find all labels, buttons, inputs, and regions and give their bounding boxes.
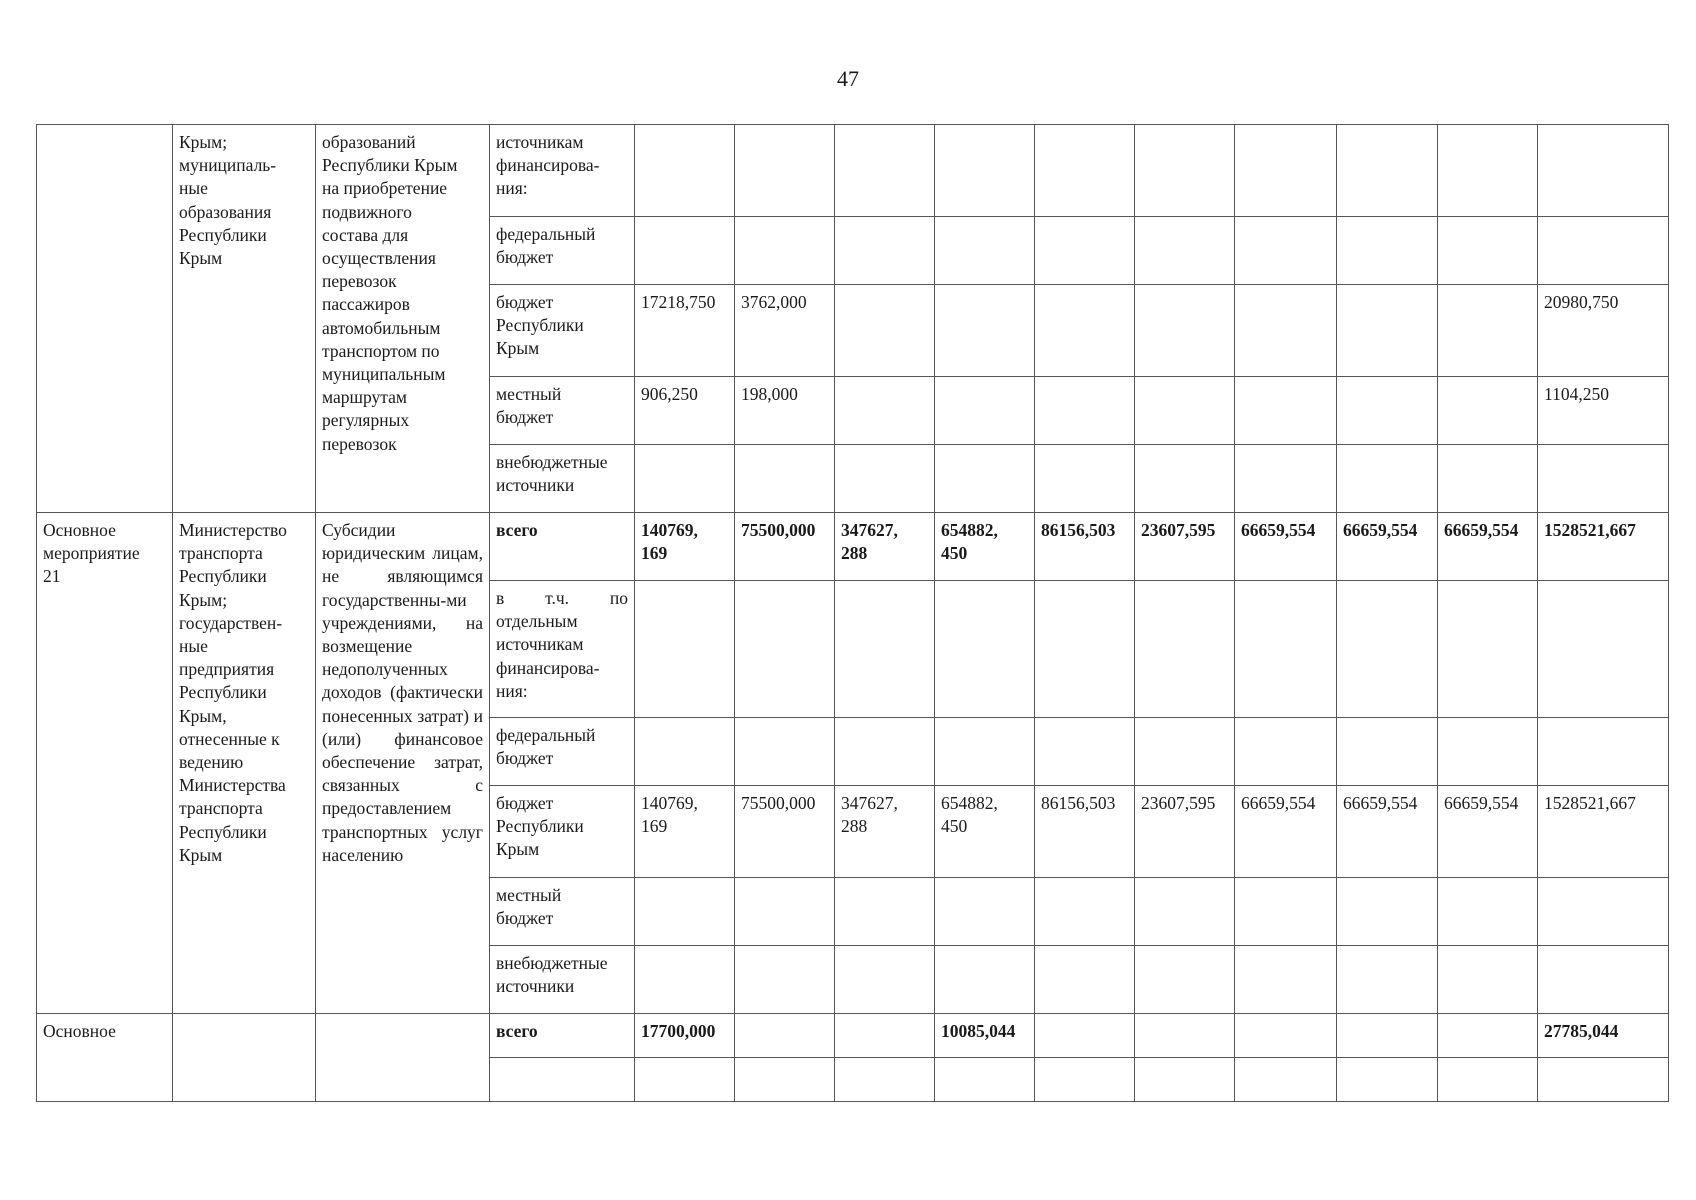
value-text: 906,250 [641, 384, 698, 404]
value-cell [735, 786, 835, 878]
value-cell [935, 125, 1035, 217]
total-cell [1538, 878, 1669, 946]
value-cell [1438, 581, 1538, 718]
value-cell [1235, 878, 1337, 946]
funding-source-cell [490, 1014, 635, 1058]
value-cell [1337, 217, 1438, 285]
value-cell [1135, 217, 1235, 285]
value-cell [1035, 878, 1135, 946]
value-cell [1235, 581, 1337, 718]
funding-source: в т.ч. по отдельным источникам финансирова-ния: [496, 588, 628, 701]
value-cell [1438, 1014, 1538, 1058]
value-cell [1337, 513, 1438, 581]
value-cell [935, 878, 1035, 946]
value-cell [1438, 125, 1538, 217]
value-cell [735, 946, 835, 1014]
value-cell [1438, 377, 1538, 445]
value-cell [635, 878, 735, 946]
value-cell [935, 217, 1035, 285]
value-text: 86156,503 [1041, 793, 1116, 813]
executor-cell [173, 125, 316, 513]
value-cell [1337, 285, 1438, 377]
value-cell [1438, 1058, 1538, 1102]
total-cell [1538, 513, 1669, 581]
value-cell [1438, 718, 1538, 786]
value-cell [635, 786, 735, 878]
total-text: 20980,750 [1544, 292, 1619, 312]
value-cell [835, 581, 935, 718]
funding-source: местный бюджет [496, 384, 562, 428]
value-text: 66659,554 [1343, 793, 1418, 813]
value-cell [935, 718, 1035, 786]
value-cell [735, 718, 835, 786]
funding-source-cell [490, 878, 635, 946]
total-cell [1538, 285, 1669, 377]
value-cell [1235, 285, 1337, 377]
executor-cell [173, 1014, 316, 1102]
total-text: 27785,044 [1544, 1021, 1619, 1041]
value-text: 66659,554 [1444, 793, 1519, 813]
value-cell [1337, 946, 1438, 1014]
value-cell [1135, 513, 1235, 581]
value-cell [1135, 718, 1235, 786]
measure-cell [37, 125, 173, 513]
measure-cell [37, 513, 173, 1014]
value-cell [1438, 946, 1538, 1014]
value-cell [835, 513, 935, 581]
value-cell [1337, 125, 1438, 217]
value-cell [1135, 581, 1235, 718]
value-text: 3762,000 [741, 292, 807, 312]
value-cell [1135, 1058, 1235, 1102]
cell-text: Министерство транспорта Республики Крым; государствен- ные предприятия Республики Крым, отнесенные к ведению Министерства транспорта Республики Крым [179, 520, 287, 865]
table-row [37, 125, 1669, 217]
value-cell [635, 285, 735, 377]
funding-source-cell [490, 946, 635, 1014]
total-cell [1538, 946, 1669, 1014]
funding-source-cell [490, 445, 635, 513]
funding-source: внебюджетные источники [496, 452, 608, 496]
value-text: 23607,595 [1141, 793, 1216, 813]
total-cell [1538, 377, 1669, 445]
value-text: 140769, 169 [641, 520, 698, 564]
value-cell [1035, 786, 1135, 878]
value-cell [1337, 445, 1438, 513]
funding-source: бюджет Республики Крым [496, 793, 584, 860]
value-cell [735, 1014, 835, 1058]
value-cell [1135, 285, 1235, 377]
value-cell [835, 125, 935, 217]
value-text: 66659,554 [1343, 520, 1418, 540]
value-cell [835, 217, 935, 285]
value-cell [1337, 878, 1438, 946]
cell-text: Основное [43, 1021, 116, 1041]
value-cell [935, 377, 1035, 445]
value-cell [635, 1014, 735, 1058]
value-cell [1337, 786, 1438, 878]
value-cell [1235, 946, 1337, 1014]
value-cell [835, 1014, 935, 1058]
value-text: 140769, 169 [641, 793, 698, 837]
value-cell [1337, 1014, 1438, 1058]
measure-cell [37, 1014, 173, 1102]
cell-text: образований Республики Крым на приобретение подвижного состава для осуществления перевозок пассажиров автомобильным транспортом по муниципальным маршрутам регулярных перевозок [322, 132, 458, 454]
value-cell [1438, 513, 1538, 581]
value-text: 23607,595 [1141, 520, 1216, 540]
value-cell [935, 786, 1035, 878]
value-cell [835, 878, 935, 946]
value-cell [1235, 1058, 1337, 1102]
value-text: 347627, 288 [841, 520, 898, 564]
value-cell [635, 125, 735, 217]
value-cell [1235, 718, 1337, 786]
value-text: 75500,000 [741, 520, 816, 540]
value-text: 17218,750 [641, 292, 716, 312]
value-cell [1235, 125, 1337, 217]
value-cell [735, 377, 835, 445]
value-text: 66659,554 [1241, 520, 1316, 540]
value-cell [1135, 1014, 1235, 1058]
value-cell [635, 217, 735, 285]
value-cell [735, 513, 835, 581]
value-cell [835, 1058, 935, 1102]
total-cell [1538, 1014, 1669, 1058]
value-cell [935, 946, 1035, 1014]
value-cell [1438, 786, 1538, 878]
total-cell [1538, 718, 1669, 786]
funding-source: внебюджетные источники [496, 953, 608, 997]
value-cell [1235, 217, 1337, 285]
value-cell [735, 445, 835, 513]
value-cell [1235, 1014, 1337, 1058]
value-cell [635, 1058, 735, 1102]
funding-source: местный бюджет [496, 885, 562, 929]
total-text: 1104,250 [1544, 384, 1609, 404]
total-text: 1528521,667 [1544, 793, 1636, 813]
funding-source-cell [490, 513, 635, 581]
value-text: 10085,044 [941, 1021, 1016, 1041]
value-cell [1337, 377, 1438, 445]
budget-table [36, 124, 1669, 1102]
total-text: 1528521,667 [1544, 520, 1636, 540]
value-cell [1438, 445, 1538, 513]
value-cell [635, 581, 735, 718]
description-cell [316, 125, 490, 513]
value-cell [1135, 445, 1235, 513]
value-cell [1135, 786, 1235, 878]
value-cell [635, 445, 735, 513]
value-cell [935, 513, 1035, 581]
value-cell [835, 285, 935, 377]
value-cell [735, 878, 835, 946]
value-cell [735, 125, 835, 217]
funding-source-cell [490, 217, 635, 285]
funding-source-cell [490, 285, 635, 377]
value-cell [1135, 377, 1235, 445]
funding-source-cell [490, 1058, 635, 1102]
value-cell [935, 1014, 1035, 1058]
funding-source: источникам финансирова- ния: [496, 132, 600, 199]
funding-source: бюджет Республики Крым [496, 292, 584, 359]
value-cell [1135, 946, 1235, 1014]
value-text: 66659,554 [1241, 793, 1316, 813]
value-cell [735, 217, 835, 285]
value-cell [1035, 285, 1135, 377]
value-cell [635, 946, 735, 1014]
total-cell [1538, 581, 1669, 718]
value-cell [1035, 217, 1135, 285]
description-cell [316, 513, 490, 1014]
value-cell [1235, 786, 1337, 878]
funding-source: федеральный бюджет [496, 725, 596, 769]
value-cell [735, 285, 835, 377]
value-cell [1235, 377, 1337, 445]
value-text: 75500,000 [741, 793, 816, 813]
value-cell [835, 445, 935, 513]
value-cell [935, 581, 1035, 718]
value-text: 86156,503 [1041, 520, 1116, 540]
value-cell [835, 718, 935, 786]
value-cell [1035, 718, 1135, 786]
cell-text: Субсидии юридическим лицам, не являющимся государственны-ми учреждениями, на возмещение недополученных доходов (фактически понесенных затрат) и (или) финансовое обеспечение затрат, связанных с предоставлением транспортных услуг населению [322, 520, 483, 865]
executor-cell [173, 513, 316, 1014]
total-cell [1538, 445, 1669, 513]
value-cell [735, 581, 835, 718]
value-cell [1135, 125, 1235, 217]
value-cell [1438, 285, 1538, 377]
value-cell [1035, 445, 1135, 513]
value-cell [935, 285, 1035, 377]
funding-source-cell [490, 786, 635, 878]
value-text: 66659,554 [1444, 520, 1519, 540]
funding-source: всего [496, 1021, 538, 1041]
value-text: 17700,000 [641, 1021, 716, 1041]
value-cell [1035, 581, 1135, 718]
funding-source-cell [490, 581, 635, 718]
value-text: 654882, 450 [941, 520, 998, 564]
value-cell [1235, 513, 1337, 581]
value-cell [1035, 513, 1135, 581]
value-cell [1035, 377, 1135, 445]
cell-text: Крым; муниципаль- ные образования Республики Крым [179, 132, 277, 269]
value-cell [1337, 718, 1438, 786]
value-cell [635, 718, 735, 786]
cell-text: Основное мероприятие 21 [43, 520, 140, 587]
value-cell [1035, 1058, 1135, 1102]
funding-source-cell [490, 377, 635, 445]
value-cell [1337, 581, 1438, 718]
value-cell [935, 445, 1035, 513]
total-cell [1538, 1058, 1669, 1102]
funding-source-cell [490, 718, 635, 786]
value-cell [835, 946, 935, 1014]
value-cell [1235, 445, 1337, 513]
value-cell [735, 1058, 835, 1102]
value-cell [935, 1058, 1035, 1102]
value-cell [635, 377, 735, 445]
value-text: 654882, 450 [941, 793, 998, 837]
description-cell [316, 1014, 490, 1102]
value-text: 347627, 288 [841, 793, 898, 837]
value-cell [1135, 878, 1235, 946]
value-cell [835, 786, 935, 878]
table-row [37, 1014, 1669, 1058]
table-row [37, 513, 1669, 581]
funding-source: всего [496, 520, 538, 540]
page-number: 47 [837, 66, 859, 91]
value-cell [1438, 217, 1538, 285]
value-cell [1337, 1058, 1438, 1102]
value-cell [1035, 946, 1135, 1014]
funding-source: федеральный бюджет [496, 224, 596, 268]
value-cell [835, 377, 935, 445]
value-cell [1438, 878, 1538, 946]
value-cell [635, 513, 735, 581]
value-cell [1035, 1014, 1135, 1058]
total-cell [1538, 786, 1669, 878]
value-text: 198,000 [741, 384, 798, 404]
value-cell [1035, 125, 1135, 217]
total-cell [1538, 217, 1669, 285]
total-cell [1538, 125, 1669, 217]
funding-source-cell [490, 125, 635, 217]
